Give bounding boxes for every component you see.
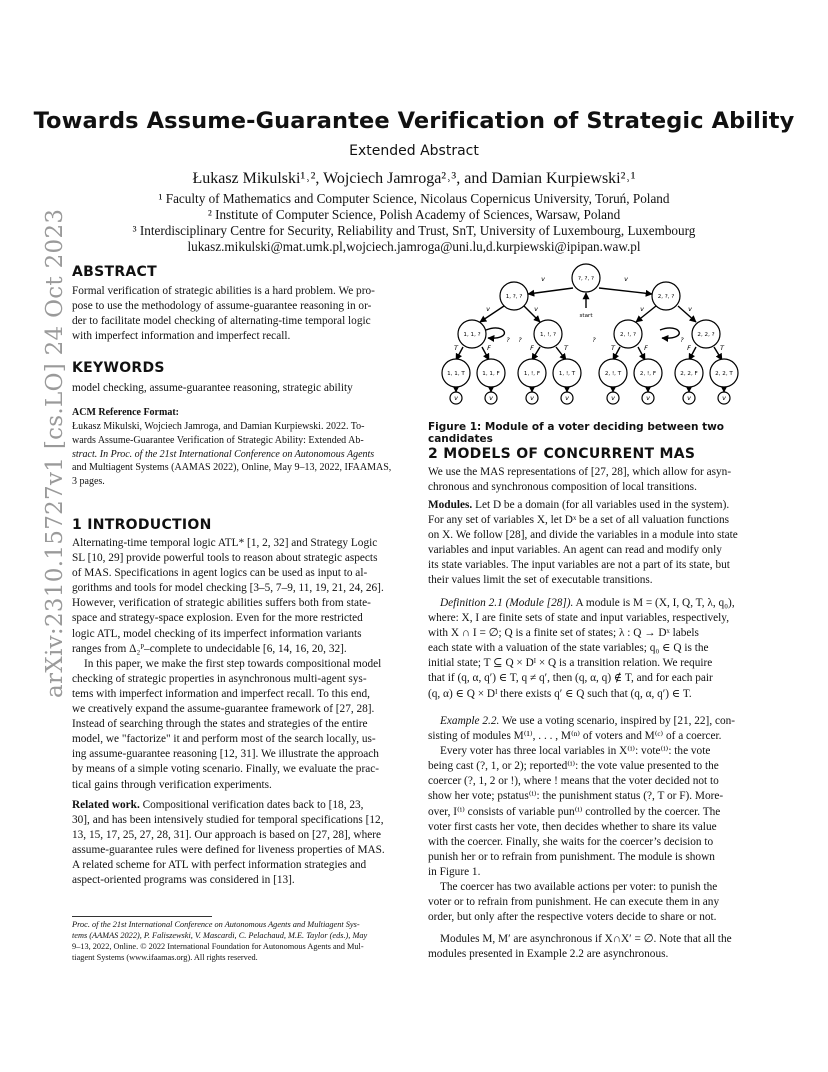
node-label: 1, !, T: [558, 371, 576, 377]
text-line: [428, 596, 760, 611]
text-line: der to facilitate model checking of alternating-time temporal logic: [72, 315, 371, 328]
text-line: tems (AAMAS 2022), P. Faliszewski, V. Mascardi, C. Pelachaud, M.E. Taylor (eds.), May: [72, 931, 368, 940]
edge-label: ?: [680, 336, 684, 344]
node-label: 1, 1, T: [447, 371, 465, 377]
edge-label: T: [611, 344, 615, 352]
edge-label: v: [534, 305, 538, 313]
node-label: 1, !, F: [523, 371, 541, 377]
text-line: with X ∩ I = ∅; Q is a finite set of states; λ : Q → Dˣ labels: [428, 627, 699, 640]
edge: [636, 306, 656, 322]
text-line: pose to use the methodology of assume-guarantee reasoning in or-: [72, 300, 372, 313]
text-line: with imperfect information and imperfect recall.: [72, 330, 291, 343]
footnote-rule: [72, 916, 212, 917]
edge: [528, 288, 573, 294]
edge-label: v: [646, 394, 650, 402]
text-line: over, I⁽ⁱ⁾ consists of variable pun⁽ⁱ⁾ controlled by the coercer. The: [428, 805, 721, 818]
text-line: SL [10, 29] provide powerful tools to reason about strategic aspects: [72, 552, 378, 565]
text-line: gorithms and tools for model checking [3–5, 7–9, 11, 19, 21, 24, 26].: [72, 582, 384, 595]
text-line: We use the MAS representations of [27, 28], which allow for asyn-: [428, 466, 732, 478]
text-line: tems with imperfect information and imperfect recall. To this end,: [72, 687, 370, 700]
start-label: start: [579, 313, 593, 319]
text-span: Let D be a domain (for all variables used in the system).: [472, 499, 730, 511]
node-label: 1, 1, ?: [463, 332, 481, 338]
text-line: show her vote; pstatus⁽ⁱ⁾: the punishment status (?, T or F). More-: [428, 790, 724, 803]
text-line: voter first casts her vote, then decides whether to share its value: [428, 820, 717, 833]
node-label: 1, !, ?: [540, 332, 556, 338]
edge-label: v: [688, 305, 692, 313]
edge-label: v: [530, 394, 534, 402]
text-line: space and strategy-space explosion. Even for the more restricted: [72, 612, 363, 625]
example-2-2: [428, 714, 760, 925]
mas-heading: 2 MODELS OF CONCURRENT MAS: [428, 446, 696, 462]
edge: [599, 288, 652, 294]
text-line: and Multiagent Systems (AAMAS 2022), Online, May 9–13, 2022, IFAAMAS,: [72, 462, 392, 474]
text-line: For any set of variables X, let Dˣ be a set of all valuation functions: [428, 514, 729, 527]
edge-label: F: [644, 344, 648, 352]
edge: [480, 306, 504, 322]
text-line: voter or to refrain from punishment. He can execute them in any: [428, 896, 720, 909]
edge-label: F: [687, 344, 691, 352]
text-line: tiagent Systems (www.ifaamas.org). All rights reserved.: [72, 953, 258, 962]
node-label: 2, 2, F: [680, 371, 698, 377]
mas-intro: [428, 465, 760, 495]
text-line: Proc. of the 21st International Conference on Autonomous Agents and Multiagent Sys-: [72, 920, 360, 929]
node-label: 2, !, F: [639, 371, 657, 377]
abstract-body: [72, 284, 404, 344]
text-line: being cast (?, 1, or 2); reported⁽ⁱ⁾: the vote value presented to the: [428, 760, 719, 773]
node-label: 2, ?, ?: [657, 294, 675, 300]
text-line: their values limit the set of executable transitions.: [428, 574, 653, 587]
text-line: initial state; T ⊆ Q × Dᴵ × Q is a transition relation. We require: [428, 657, 713, 670]
edge-label: v: [541, 275, 545, 283]
asynchronous-paragraph: [428, 932, 760, 962]
text-line: A related scheme for ATL with perfect information strategies and: [72, 859, 367, 872]
text-line: Alternating-time temporal logic ATL* [1, 2, 32] and Strategy Logic: [72, 537, 378, 549]
edge-label: v: [624, 275, 628, 283]
edge: [678, 306, 696, 322]
text-line: Instead of searching through the states and strategies of the entire: [72, 718, 368, 731]
text-line: checking of strategic properties in asynchronous multi-agent sys-: [72, 672, 367, 685]
author-emails: lukasz.mikulski@mat.umk.pl,wojciech.jamroga@uni.lu,d.kurpiewski@ipipan.waw.pl: [187, 239, 641, 254]
voter-module-diagram: [428, 262, 764, 414]
node-label: ?, ?, ?: [577, 276, 595, 282]
text-line: variables and input variables. An agent can read and modify only: [428, 544, 722, 557]
arxiv-stamp-text: arXiv:2310.15727v1 [cs.LO] 24 Oct 2023: [42, 208, 68, 698]
text-line: on X. We follow [28], and divide the variables in a module into state: [428, 529, 738, 542]
text-line: that if (q, α, q′) ∈ T, q ≠ q′, then (q, α, q) ∉ T, and for each pair: [428, 672, 713, 685]
text-line: order, but only after the respective voters decide to share or not.: [428, 911, 717, 924]
edge-label: v: [454, 394, 458, 402]
edge-label: ?: [518, 336, 522, 344]
text-line: chronous and synchronous composition of local transitions.: [428, 481, 697, 494]
self-loop: [486, 328, 504, 338]
text-line: stract. In Proc. of the 21st International Conference on Autonomous Agents: [72, 448, 375, 460]
text-line: However, verification of strategic abilities suffers both from state-: [72, 597, 371, 610]
edge-label: ?: [506, 336, 510, 344]
text-line: each state with a valuation of the state variables; q₀ ∈ Q is the: [428, 642, 709, 655]
node-label: 2, !, T: [604, 371, 622, 377]
keywords-heading: KEYWORDS: [72, 360, 165, 376]
edge-label: v: [611, 394, 615, 402]
text-line: In this paper, we make the first step towards compositional model: [84, 657, 382, 670]
text-line: (q, α) ∈ Q × Dᴵ there exists q′ ∈ Q such that (q, α, q′) ∈ T.: [428, 687, 692, 700]
edge-label: ?: [592, 336, 596, 344]
text-line: in Figure 1.: [428, 865, 481, 878]
self-loop: [660, 328, 679, 338]
edge-label: v: [486, 305, 490, 313]
node-label: 2, !, ?: [620, 332, 636, 338]
text-line: [428, 714, 760, 729]
definition-2-1: [428, 596, 760, 702]
text-line: with the coercer. Finally, she waits for the coercer’s decision to: [428, 835, 714, 848]
arxiv-stamp: [22, 208, 68, 698]
text-line: wards Assume-Guarantee Verification of Strategic Ability: Extended Ab-: [72, 434, 364, 446]
text-line: The coercer has two available actions per voter: to punish the: [440, 881, 718, 894]
diagram-nodes: [442, 264, 738, 404]
text-line: [428, 498, 760, 513]
modules-paragraph: [428, 498, 760, 589]
edge-label: T: [454, 344, 458, 352]
text-line: by means of a simple voting scenario. Finally, we evaluate the prac-: [72, 763, 380, 776]
text-line: its state variables. The input variables are not a part of its state, but: [428, 559, 730, 572]
affiliation-1: ¹ Faculty of Mathematics and Computer Science, Nicolaus Copernicus University, Toruń, Poland: [158, 191, 670, 206]
text-line: tical gains through verification experiments.: [72, 778, 272, 791]
edge-label: v: [489, 394, 493, 402]
paper-title: Towards Assume-Guarantee Verification of Strategic Ability: [33, 108, 795, 134]
text-span: We use a voting scenario, inspired by [21, 22], con-: [499, 715, 736, 727]
node-label: 2, 2, ?: [697, 332, 715, 338]
node-label: 2, 2, T: [715, 371, 733, 377]
footnote: [72, 919, 403, 963]
intro-heading: 1 INTRODUCTION: [72, 517, 212, 533]
text-span: Compositional verification dates back to [18, 23,: [139, 799, 364, 811]
text-line: Formal verification of strategic abilities is a hard problem. We pro-: [72, 285, 375, 297]
abstract-heading: ABSTRACT: [72, 264, 157, 280]
text-line: ing assume-guarantee reasoning [12, 31]. We illustrate the approach: [72, 748, 379, 761]
node-label: 1, ?, ?: [505, 294, 523, 300]
intro-body: [72, 536, 404, 793]
text-line: Every voter has three local variables in X⁽ⁱ⁾: vote⁽ⁱ⁾: the vote: [440, 745, 711, 758]
text-span: A module is M = (X, I, Q, T, λ, q₀),: [573, 597, 735, 609]
acm-heading: ACM Reference Format:: [72, 407, 179, 418]
text-line: 9–13, 2022, Online. © 2022 International Foundation for Autonomous Agents and Mul-: [72, 942, 364, 951]
text-line: coercer (?, 1, 2 or !), where ! means that the voter decided not to: [428, 775, 719, 788]
edge-label: T: [720, 344, 724, 352]
text-line: Łukasz Mikulski, Wojciech Jamroga, and Damian Kurpiewski. 2022. To-: [72, 421, 365, 432]
text-line: [72, 798, 404, 813]
keywords-text: model checking, assume-guarantee reasoning, strategic ability: [72, 382, 353, 394]
acm-reference: [72, 420, 404, 489]
text-line: punish her or to refrain from punishment. The module is shown: [428, 850, 715, 863]
text-line: 3 pages.: [72, 476, 105, 488]
edge-label: F: [487, 344, 491, 352]
text-line: modules presented in Example 2.2 are asynchronous.: [428, 948, 669, 961]
text-line: logic ATL, model checking of its imperfect information variants: [72, 627, 362, 640]
edge-label: v: [722, 394, 726, 402]
edge-label: v: [640, 305, 644, 313]
text-line: we creatively expand the assume-guarantee framework of [27, 28].: [72, 703, 375, 716]
example-label: Example 2.2.: [440, 715, 500, 727]
edge-label: v: [687, 394, 691, 402]
text-line: model, we "factorize" it and perform most of the search locally, us-: [72, 733, 376, 746]
edge-label: v: [565, 394, 569, 402]
text-line: sisting of modules M⁽¹⁾, . . . , M⁽ⁿ⁾ of voters and M⁽ᶜ⁾ of a coercer.: [428, 730, 722, 743]
text-line: of MAS. Specifications in agent logics can be used as input to al-: [72, 567, 368, 580]
paper-subtitle: Extended Abstract: [349, 143, 479, 159]
text-line: 13, 15, 17, 25, 27, 28, 31]. Our approach is based on [27, 28], where: [72, 829, 382, 842]
text-line: aspect-oriented programs was considered in [13].: [72, 874, 295, 887]
edge-label: T: [564, 344, 568, 352]
affiliation-3: ³ Interdisciplinary Centre for Security, Reliability and Trust, SnT, University of Luxembourg, Luxembourg: [132, 223, 696, 238]
text-line: where: X, I are finite sets of state and input variables, respectively,: [428, 612, 730, 625]
author-list: Łukasz Mikulski¹˒², Wojciech Jamroga²˒³, and Damian Kurpiewski²˒¹: [192, 170, 636, 187]
definition-label: Definition 2.1 (Module [28]).: [440, 597, 574, 609]
modules-label: Modules.: [428, 499, 473, 511]
related-work: [72, 798, 404, 889]
text-line: Modules M, M′ are asynchronous if X∩X′ = ∅. Note that all the: [440, 933, 732, 945]
affiliation-2: ² Institute of Computer Science, Polish Academy of Sciences, Warsaw, Poland: [207, 207, 621, 222]
edge-label: F: [530, 344, 534, 352]
related-label: Related work.: [72, 799, 140, 811]
node-label: 1, 1, F: [482, 371, 500, 377]
text-line: assume-guarantee rules were defined for liveness properties of MAS.: [72, 844, 385, 857]
text-line: 30], and has been intensively studied for temporal specifications [12,: [72, 814, 384, 827]
figure-caption: Figure 1: Module of a voter deciding between two candidates: [428, 421, 725, 445]
text-line: ranges from Δ₂ᴾ–complete to undecidable [6, 14, 16, 20, 32].: [72, 642, 347, 655]
